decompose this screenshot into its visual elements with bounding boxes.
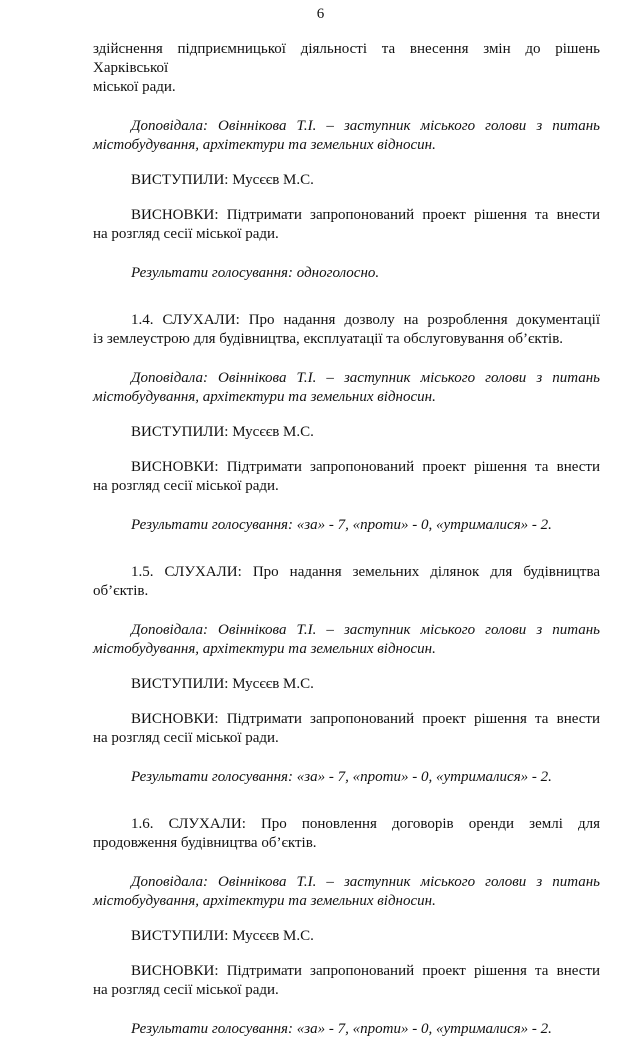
heard-line-2: із землеустрою для будівництва, експлуатації та обслуговування об’єктів.	[93, 331, 564, 347]
conclusions-label: ВИСНОВКИ:	[131, 711, 219, 727]
conclusions-label: ВИСНОВКИ:	[131, 963, 219, 979]
speakers-value: Мусєєв М.С.	[228, 928, 314, 944]
intro-line-2: міської ради.	[93, 79, 176, 95]
heard-paragraph	[93, 563, 600, 601]
intro-line-1: здійснення підприємницької діяльності та внесення змін до рішень Харківської	[93, 41, 600, 76]
heard-line-2: продовження будівництва об’єктів.	[93, 835, 317, 851]
speakers-label: ВИСТУПИЛИ:	[131, 172, 229, 188]
vote-result: Результати голосування: «за» - 7, «проти» - 0, «утрималися» - 2.	[131, 1021, 552, 1037]
heard-line-2: об’єктів.	[93, 583, 149, 599]
heard-line-1	[93, 311, 600, 330]
page-number: 6	[316, 6, 325, 22]
speakers-paragraph	[93, 423, 600, 442]
item-number: 1.6.	[131, 816, 154, 832]
conclusions-line-1	[93, 710, 600, 729]
heard-label: СЛУХАЛИ:	[164, 564, 242, 580]
heard-text: Про поновлення договорів оренди землі для	[245, 816, 600, 832]
reporter-line-2: містобудування, архітектури та земельних відносин.	[93, 137, 436, 153]
speakers-label: ВИСТУПИЛИ:	[131, 928, 229, 944]
reporter-line-1: Доповідала: Овіннікова Т.І. – заступник міського голови з питань	[131, 622, 600, 638]
speakers-paragraph	[93, 171, 600, 190]
vote-result: Результати голосування: одноголосно.	[131, 265, 380, 281]
reporter-paragraph	[93, 621, 600, 659]
speakers-value: Мусєєв М.С.	[228, 172, 314, 188]
conclusions-paragraph	[93, 458, 600, 496]
conclusions-line-2: на розгляд сесії міської ради.	[93, 982, 279, 998]
reporter-line-1: Доповідала: Овіннікова Т.І. – заступник міського голови з питань	[131, 874, 600, 890]
minutes-content	[93, 40, 600, 1039]
conclusions-line-2: на розгляд сесії міської ради.	[93, 478, 279, 494]
vote-result: Результати голосування: «за» - 7, «проти» - 0, «утрималися» - 2.	[131, 769, 552, 785]
conclusions-paragraph	[93, 710, 600, 748]
heard-line-1	[93, 815, 600, 834]
conclusions-line-2: на розгляд сесії міської ради.	[93, 730, 279, 746]
conclusions-text: Підтримати запропонований проект рішення та внести	[218, 711, 600, 727]
reporter-paragraph	[93, 117, 600, 155]
reporter-paragraph	[93, 369, 600, 407]
heard-text: Про надання земельних ділянок для будівництва	[241, 564, 600, 580]
item-number: 1.4.	[131, 312, 154, 328]
reporter-line-2: містобудування, архітектури та земельних відносин.	[93, 893, 436, 909]
reporter-paragraph	[93, 873, 600, 911]
conclusions-label: ВИСНОВКИ:	[131, 207, 219, 223]
heard-paragraph	[93, 311, 600, 349]
vote-result: Результати голосування: «за» - 7, «проти» - 0, «утрималися» - 2.	[131, 517, 552, 533]
heard-paragraph	[93, 815, 600, 853]
heard-label: СЛУХАЛИ:	[162, 312, 240, 328]
heard-label: СЛУХАЛИ:	[168, 816, 246, 832]
heard-text: Про надання дозволу на розроблення документації	[239, 312, 601, 328]
conclusions-label: ВИСНОВКИ:	[131, 459, 219, 475]
speakers-value: Мусєєв М.С.	[228, 424, 314, 440]
conclusions-line-2: на розгляд сесії міської ради.	[93, 226, 279, 242]
reporter-line-2: містобудування, архітектури та земельних відносин.	[93, 389, 436, 405]
conclusions-line-1	[93, 206, 600, 225]
intro-paragraph	[93, 40, 600, 97]
speakers-value: Мусєєв М.С.	[228, 676, 314, 692]
speakers-label: ВИСТУПИЛИ:	[131, 676, 229, 692]
heard-line-1	[93, 563, 600, 582]
conclusions-text: Підтримати запропонований проект рішення та внести	[218, 963, 600, 979]
speakers-paragraph	[93, 927, 600, 946]
item-number: 1.5.	[131, 564, 154, 580]
conclusions-line-1	[93, 458, 600, 477]
speakers-paragraph	[93, 675, 600, 694]
conclusions-text: Підтримати запропонований проект рішення та внести	[218, 207, 600, 223]
conclusions-paragraph	[93, 962, 600, 1000]
speakers-label: ВИСТУПИЛИ:	[131, 424, 229, 440]
reporter-line-1: Доповідала: Овіннікова Т.І. – заступник міського голови з питань	[131, 370, 600, 386]
reporter-line-2: містобудування, архітектури та земельних відносин.	[93, 641, 436, 657]
conclusions-line-1	[93, 962, 600, 981]
conclusions-paragraph	[93, 206, 600, 244]
conclusions-text: Підтримати запропонований проект рішення та внести	[218, 459, 600, 475]
reporter-line-1: Доповідала: Овіннікова Т.І. – заступник міського голови з питань	[131, 118, 600, 134]
